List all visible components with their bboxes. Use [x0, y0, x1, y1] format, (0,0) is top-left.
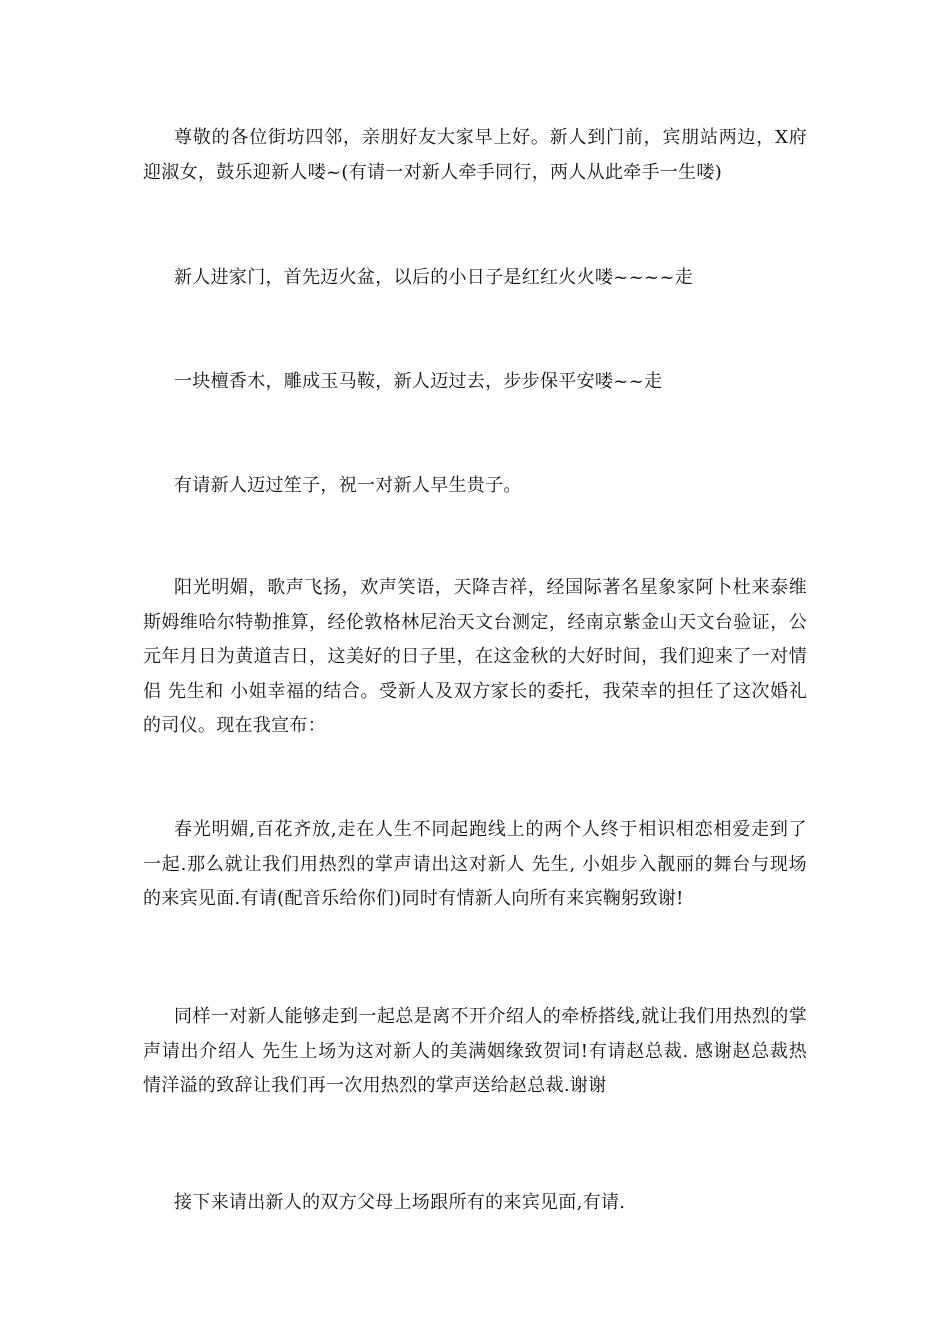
paragraph-parents: 接下来请出新人的双方父母上场跟所有的来宾见面,有请.	[174, 1192, 626, 1213]
paragraph-greeting: 尊敬的各位街坊四邻，亲朋好友大家早上好。新人到门前，宾朋站两边，X府迎淑女，鼓乐迎新人喽~(有请一对新人牵手同行，两人从此牵手一生喽)	[143, 127, 807, 183]
paragraph-fire-basin: 新人进家门，首先迈火盆，以后的小日子是红红火火喽~~~~走	[174, 267, 694, 288]
paragraph-announcement: 阳光明媚，歌声飞扬，欢声笑语，天降吉祥，经国际著名星象家阿卜杜来泰维斯姆维哈尔特勒推算，经伦敦格林尼治天文台测定，经南京紫金山天文台验证，公元年月日为黄道吉日，这美好的日子里，在这金秋的大好时间，我们迎来了一对情侣 先生和 小姐幸福的结合。受新人及双方家长的委托，我荣幸的担任了这次婚礼的司仪。现在我宣布：	[143, 577, 807, 736]
paragraph-introducer: 同样一对新人能够走到一起总是离不开介绍人的牵桥搭线,就让我们用热烈的掌声请出介绍人 先生上场为这对新人的美满姻缘致贺词!有请赵总裁. 感谢赵总裁热情洋溢的致辞让我们再一次用热烈的掌声送给赵总裁.谢谢	[143, 1006, 807, 1096]
paragraph-sheng: 有请新人迈过笙子，祝一对新人早生贵子。	[174, 475, 522, 496]
paragraph-couple-entrance: 春光明媚,百花齐放,走在人生不同起跑线上的两个人终于相识相恋相爱走到了一起.那么就让我们用热烈的掌声请出这对新人 先生, 小姐步入靓丽的舞台与现场的来宾见面.有请(配音乐给你们)同时有情新人向所有来宾鞠躬致谢!	[143, 819, 807, 909]
paragraph-saddle: 一块檀香木，雕成玉马鞍，新人迈过去，步步保平安喽~~走	[174, 371, 663, 392]
